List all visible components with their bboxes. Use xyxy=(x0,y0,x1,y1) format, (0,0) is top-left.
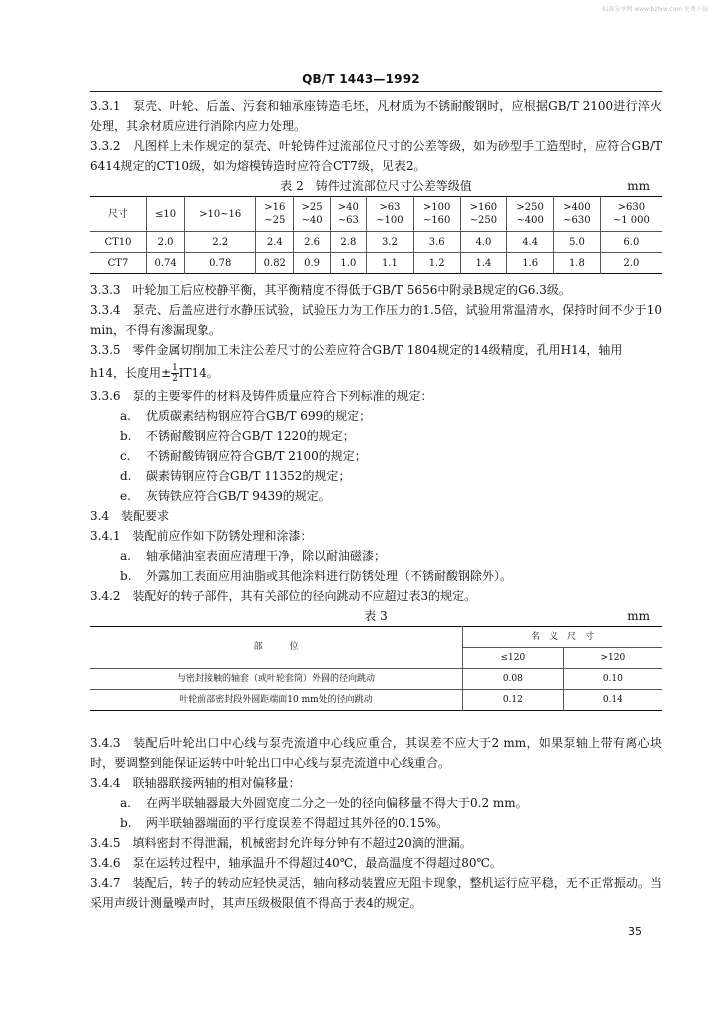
table2-cell: 6.0 xyxy=(600,232,662,253)
table2-header-range-end: ~250 xyxy=(469,215,498,226)
table2-header-range-start: ≤10 xyxy=(155,208,177,220)
table2-cell: 0.74 xyxy=(147,253,185,274)
list-text: 两半联轴器端面的平行度误差不得超过其外径的0.15%。 xyxy=(146,816,449,830)
document-body xyxy=(90,96,662,913)
clause-3-4-1: 3.4.1 装配前应作如下防锈处理和涂漆： xyxy=(90,529,313,543)
table-row xyxy=(90,690,662,711)
fraction-denominator: 2 xyxy=(172,374,178,384)
table-row xyxy=(90,232,662,253)
table2-cell: 5.0 xyxy=(554,232,601,253)
radial-runout-table xyxy=(90,626,662,711)
table2-header-range-end: ~63 xyxy=(337,215,359,226)
table2-caption: 表 2 铸件过流部位尺寸公差等级值 xyxy=(280,179,472,193)
table2-header-range-end: ~25 xyxy=(264,215,286,226)
table2-header-cell xyxy=(185,197,256,232)
table2-header-range-start: >400 xyxy=(563,202,591,213)
table3-subheader: >120 xyxy=(563,648,662,669)
table2-header-cell xyxy=(600,197,662,232)
table2-cell: 1.6 xyxy=(507,253,554,274)
table-row xyxy=(90,253,662,274)
table3-unit: mm xyxy=(627,609,650,623)
table3-caption: 表 3 xyxy=(364,609,388,623)
table2-header-range-end: ~40 xyxy=(301,215,323,226)
list-text: 轴承储油室表面应清理干净，除以耐油磁漆； xyxy=(146,549,387,563)
table2-header-range-end: ~100 xyxy=(376,215,404,226)
list-item xyxy=(90,566,662,586)
list-marker: a. xyxy=(120,549,131,563)
table-row xyxy=(90,669,662,690)
table3-header-row xyxy=(90,627,662,648)
list-marker: d. xyxy=(120,469,132,483)
standard-header: QB/T 1443—1992 xyxy=(302,72,420,86)
list-text: 不锈耐酸钢应符合GB/T 1220的规定； xyxy=(146,429,355,443)
table2-header-cell xyxy=(554,197,601,232)
list-text: 不锈耐酸铸钢应符合GB/T 2100的规定； xyxy=(146,449,367,463)
table2-header-cell xyxy=(367,197,414,232)
clause-3-3-2: 3.3.2 凡图样上未作规定的泵壳、叶轮铸件过流部位尺寸的公差等级，如为砂型手工造型时，应符合GB/T 6414规定的CT10级，如为熔模铸造时应符合CT7级，见表2。 xyxy=(90,139,662,173)
table2-cell: 1.2 xyxy=(413,253,460,274)
clause-3-4-4: 3.4.4 联轴器联接两轴的相对偏移量： xyxy=(90,776,301,790)
table2-row-label: CT10 xyxy=(90,232,147,253)
table3-subheader: ≤120 xyxy=(463,648,564,669)
table2-cell: 3.6 xyxy=(413,232,460,253)
table2-header-range-start: >100 xyxy=(422,202,451,213)
list-text: 灰铸铁应符合GB/T 9439的规定。 xyxy=(146,489,331,503)
table2-cell: 2.4 xyxy=(256,232,294,253)
list-text: 在两半联轴器最大外圆宽度二分之一处的径向偏移量不得大于0.2 mm。 xyxy=(146,796,528,810)
clause-3-3-5: 3.3.5 零件金属切削加工未注公差尺寸的公差应符合GB/T 1804规定的14级精度，孔用H14，轴用 xyxy=(90,343,623,357)
table2-header-cell xyxy=(147,197,185,232)
list-marker: b. xyxy=(120,569,132,583)
list-marker: c. xyxy=(120,449,131,463)
table2-cell: 2.2 xyxy=(185,232,256,253)
list-item xyxy=(90,546,662,566)
list-text: 外露加工表面应用油脂或其他涂料进行防锈处理（不锈耐酸钢除外）。 xyxy=(146,569,513,583)
table2-caption-row xyxy=(90,176,662,196)
clause-3-3-4: 3.3.4 泵壳、后盖应进行水静压试验，试验压力为工作压力的1.5倍，试验用常温清水，保持时间不少于10 min，不得有渗漏现象。 xyxy=(90,303,662,337)
clause-3-4-6: 3.4.6 泵在运转过程中，轴承温升不得超过40℃，最高温度不得超过80℃。 xyxy=(90,856,502,870)
list-item xyxy=(90,446,662,466)
list-marker: e. xyxy=(120,489,131,503)
clause-3-4-7: 3.4.7 装配后，转子的转动应轻快灵活，轴向移动装置应无阻卡现象，整机运行应平稳，无不正常振动。当采用声级计测量噪声时，其声压级极限值不得高于表4的规定。 xyxy=(90,876,662,910)
list-item xyxy=(90,813,662,833)
table2-header-cell xyxy=(413,197,460,232)
table2-cell: 4.4 xyxy=(507,232,554,253)
list-text: 碳素铸钢应符合GB/T 11352的规定； xyxy=(146,469,351,483)
list-marker: b. xyxy=(120,429,132,443)
clause-3-3-1: 3.3.1 泵壳、叶轮、后盖、污套和轴承座铸造毛坯，凡材质为不锈耐酸钢时，应根据GB/T 2100进行淬火处理，其余材质应进行消除内应力处理。 xyxy=(90,99,662,133)
section-3-4: 3.4 装配要求 xyxy=(90,509,170,523)
table2-header-range-start: >40 xyxy=(337,202,359,213)
table2-header-cell xyxy=(256,197,294,232)
table2-header-cell xyxy=(330,197,366,232)
list-item xyxy=(90,486,662,506)
table2-header-range-start: >160 xyxy=(469,202,498,213)
table2-cell: 1.8 xyxy=(554,253,601,274)
material-standards-list xyxy=(90,406,662,506)
list-marker: a. xyxy=(120,409,131,423)
table2-cell: 2.0 xyxy=(147,232,185,253)
table3-nominal-header: 名 义 尺 寸 xyxy=(463,627,663,648)
table3-cell: 0.10 xyxy=(563,669,662,690)
table2-header-cell xyxy=(460,197,507,232)
list-marker: a. xyxy=(120,796,131,810)
clause-3-3-3: 3.3.3 叶轮加工后应校静平衡，其平衡精度不得低于GB/T 5656中附录B规定的G6.3级。 xyxy=(90,283,571,297)
clause-3-3-5-continued xyxy=(90,360,662,386)
fraction-numerator: 1 xyxy=(172,363,178,373)
coupling-offset-list xyxy=(90,793,662,833)
table2-cell: 1.0 xyxy=(330,253,366,274)
table2-cell: 2.6 xyxy=(294,232,330,253)
table3-cell: 0.14 xyxy=(563,690,662,711)
clause-3-4-2: 3.4.2 装配好的转子部件，其有关部位的径向跳动不应超过表3的规定。 xyxy=(90,589,477,603)
table2-header-range-start: >63 xyxy=(379,202,401,213)
clause-3-3-6: 3.3.6 泵的主要零件的材料及铸件质量应符合下列标准的规定： xyxy=(90,389,433,403)
table3-row-label: 与密封接触的轴套（或叶轮套筒）外圆的径向跳动 xyxy=(90,669,463,690)
table2-header-range-start: >250 xyxy=(516,202,544,213)
tolerance-table xyxy=(90,196,662,274)
table2-cell: 3.2 xyxy=(367,232,414,253)
table2-header-range-end: ~400 xyxy=(516,215,544,226)
clause-3-4-5: 3.4.5 填料密封不得泄漏，机械密封允许每分钟有不超过20滴的泄漏。 xyxy=(90,836,472,850)
table2-cell: 1.1 xyxy=(367,253,414,274)
table2-header-label: 尺寸 xyxy=(90,197,147,232)
clause-3-3-5-text-c: IT14。 xyxy=(178,366,219,380)
list-item xyxy=(90,426,662,446)
table3-cell: 0.08 xyxy=(463,669,564,690)
table3-row-label: 叶轮前部密封段外圆距端面10 mm处的径向跳动 xyxy=(90,690,463,711)
table2-header-range-start: >630 xyxy=(617,202,646,213)
list-item xyxy=(90,406,662,426)
one-half-fraction xyxy=(171,363,179,384)
page-number: 35 xyxy=(628,925,642,938)
list-item xyxy=(90,793,662,813)
table2-cell: 4.0 xyxy=(460,232,507,253)
watermark: 标准分享网 www.bzfxw.com 免费下载 xyxy=(602,6,708,13)
table2-header-range-end: ~630 xyxy=(563,215,591,226)
table3-part-header: 部 位 xyxy=(90,627,463,669)
table2-cell: 2.8 xyxy=(330,232,366,253)
list-item xyxy=(90,466,662,486)
table2-unit: mm xyxy=(627,179,650,193)
table2-cell: 1.4 xyxy=(460,253,507,274)
table2-header-range-start: >10~16 xyxy=(199,208,242,220)
table2-header-range-start: >16 xyxy=(264,202,286,213)
table2-cell: 2.0 xyxy=(600,253,662,274)
table3-caption-row xyxy=(90,606,662,626)
clause-3-3-5-text-b: h14，长度用± xyxy=(90,366,172,380)
table3-cell: 0.12 xyxy=(463,690,564,711)
table2-header-range-end: ~1 000 xyxy=(612,215,650,226)
table2-cell: 0.9 xyxy=(294,253,330,274)
table2-cell: 0.78 xyxy=(185,253,256,274)
table2-header-row xyxy=(90,197,662,232)
table2-header-cell xyxy=(507,197,554,232)
anti-rust-list xyxy=(90,546,662,586)
list-text: 优质碳素结构钢应符合GB/T 699的规定； xyxy=(146,409,372,423)
clause-3-4-3: 3.4.3 装配后叶轮出口中心线与泵壳流道中心线应重合，其误差不应大于2 mm，如果泵轴上带有离心块时，要调整到能保证运转中叶轮出口中心线与泵壳流道中心线重合。 xyxy=(90,736,662,770)
table2-row-label: CT7 xyxy=(90,253,147,274)
header-rule xyxy=(90,91,662,92)
list-marker: b. xyxy=(120,816,132,830)
table2-header-range-end: ~160 xyxy=(422,215,451,226)
table2-header-cell xyxy=(294,197,330,232)
table2-header-range-start: >25 xyxy=(301,202,323,213)
table2-cell: 0.82 xyxy=(256,253,294,274)
